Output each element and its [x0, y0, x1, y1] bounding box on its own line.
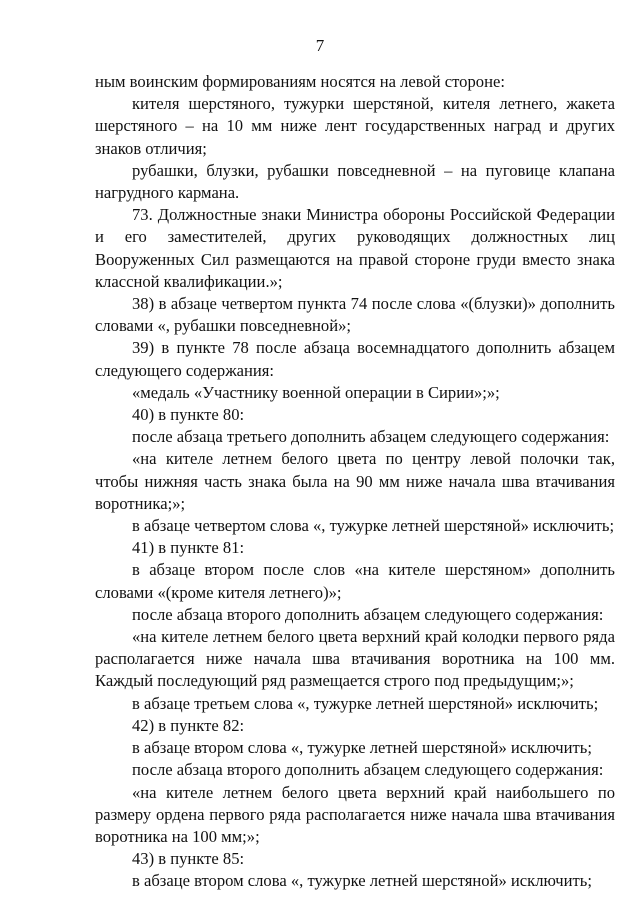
paragraph: в абзаце третьем слова «, тужурке летней шерстяной» исключить;: [132, 693, 599, 713]
paragraph: 38) в абзаце четвертом пункта 74 после слова «(блузки)» дополнить словами «, рубашки повседневной»;: [95, 294, 615, 336]
paragraph: в абзаце втором после слов «на кителе шерстяном» дополнить словами «(кроме кителя летнего)»;: [95, 560, 615, 602]
page-number: 7: [315, 36, 325, 55]
paragraph: «на кителе летнем белого цвета верхний край наибольшего по размеру ордена первого ряда располагается ниже начала шва втачивания воротника на 100 мм;»;: [95, 782, 615, 846]
paragraph: в абзаце втором слова «, тужурке летней шерстяной» исключить;: [132, 871, 592, 891]
paragraph: ным воинским формированиям носятся на левой стороне:: [95, 72, 505, 91]
paragraph: после абзаца второго дополнить абзацем следующего содержания:: [132, 604, 604, 624]
paragraph: после абзаца второго дополнить абзацем следующего содержания:: [132, 760, 604, 780]
paragraph: после абзаца третьего дополнить абзацем следующего содержания:: [132, 427, 610, 447]
paragraph: 73. Должностные знаки Министра обороны Российской Федерации и его заместителей, других руководящих должностных лиц Вооруженных Сил размещаются на правой стороне груди вместо знака классной квалификации.»;: [95, 205, 615, 291]
paragraph: «на кителе летнем белого цвета верхний край колодки первого ряда располагается ниже начала шва втачивания воротника на 100 мм. Каждый последующий ряд размещается строго под предыдущим;»;: [95, 627, 615, 691]
paragraph: 39) в пункте 78 после абзаца восемнадцатого дополнить абзацем следующего содержания:: [95, 338, 615, 380]
paragraph: 40) в пункте 80:: [132, 405, 245, 425]
paragraph: в абзаце втором слова «, тужурке летней шерстяной» исключить;: [132, 738, 592, 758]
paragraph: рубашки, блузки, рубашки повседневной – на пуговице клапана нагрудного кармана.: [95, 160, 615, 203]
paragraph: «на кителе летнем белого цвета по центру левой полочки так, чтобы нижняя часть знака была на 90 мм ниже начала шва втачивания воротника;»;: [95, 449, 615, 513]
paragraph: в абзаце четвертом слова «, тужурке летней шерстяной» исключить;: [132, 516, 615, 536]
paragraph: 41) в пункте 81:: [132, 538, 245, 558]
paragraph: 42) в пункте 82:: [132, 715, 245, 735]
document-body: [95, 71, 615, 893]
paragraph: кителя шерстяного, тужурки шерстяной, кителя летнего, жакета шерстяного – на 10 мм ниже лент государственных наград и других знаков отличия;: [95, 94, 615, 158]
paragraph: 43) в пункте 85:: [132, 849, 245, 869]
paragraph: «медаль «Участнику военной операции в Сирии»;»;: [132, 382, 500, 402]
